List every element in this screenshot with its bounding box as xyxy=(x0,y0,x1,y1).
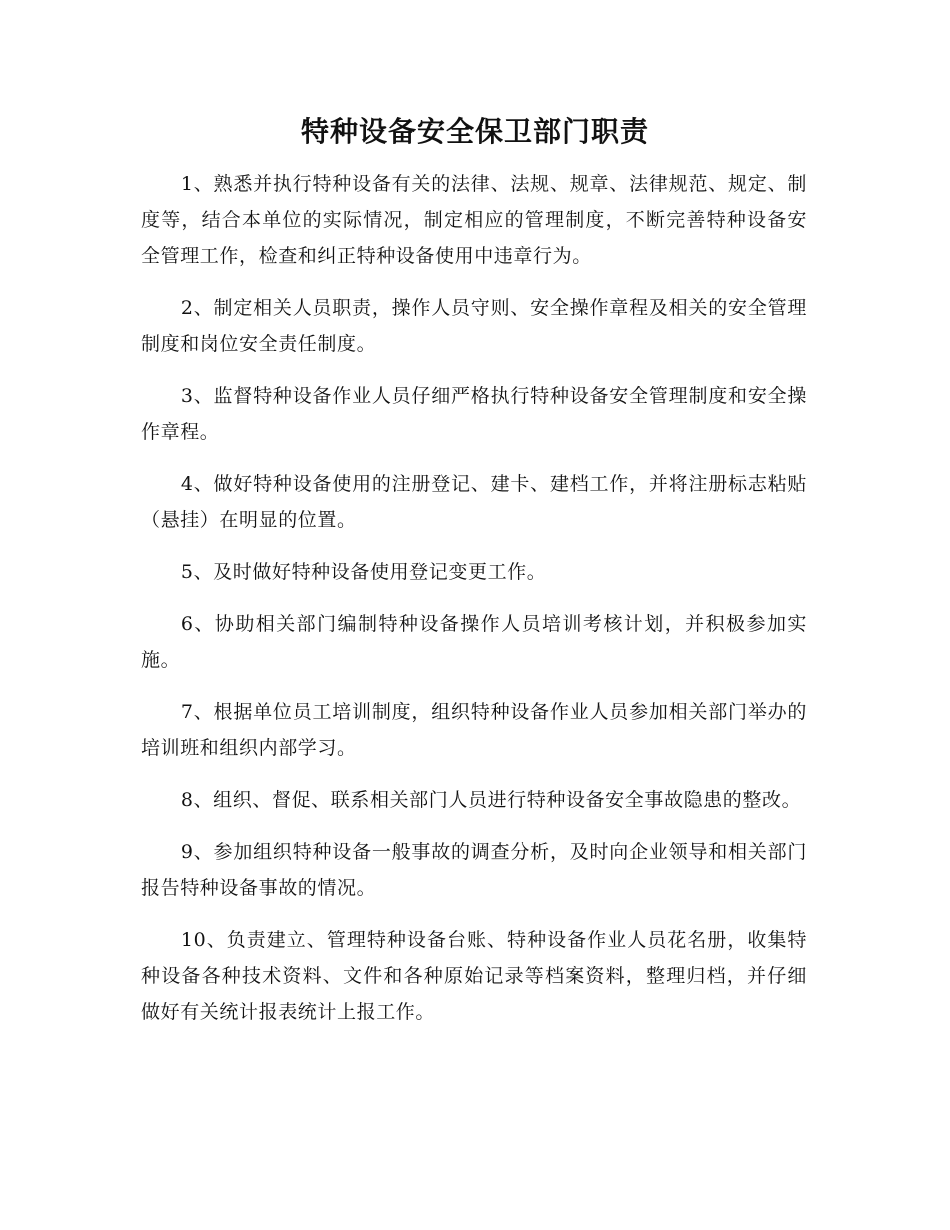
duty-item-5: 5、及时做好特种设备使用登记变更工作。 xyxy=(180,561,547,583)
duty-item-3: 3、监督特种设备作业人员仔细严格执行特种设备安全管理制度和安全操作章程。 xyxy=(141,385,807,443)
duty-item-6: 6、协助相关部门编制特种设备操作人员培训考核计划，并积极参加实施。 xyxy=(141,613,807,671)
duty-item-4: 4、做好特种设备使用的注册登记、建卡、建档工作，并将注册标志粘贴（悬挂）在明显的位置。 xyxy=(141,473,807,531)
duty-item-9: 9、参加组织特种设备一般事故的调查分析，及时向企业领导和相关部门报告特种设备事故的情况。 xyxy=(141,841,807,899)
document-body xyxy=(141,166,807,1046)
document-title: 特种设备安全保卫部门职责 xyxy=(300,115,649,148)
duty-item-10: 10、负责建立、管理特种设备台账、特种设备作业人员花名册，收集特种设备各种技术资料、文件和各种原始记录等档案资料，整理归档，并仔细做好有关统计报表统计上报工作。 xyxy=(141,929,807,1023)
duty-item-2: 2、制定相关人员职责，操作人员守则、安全操作章程及相关的安全管理制度和岗位安全责任制度。 xyxy=(141,297,807,355)
duty-item-7: 7、根据单位员工培训制度，组织特种设备作业人员参加相关部门举办的培训班和组织内部学习。 xyxy=(141,701,807,759)
duty-item-1: 1、熟悉并执行特种设备有关的法律、法规、规章、法律规范、规定、制度等，结合本单位的实际情况，制定相应的管理制度，不断完善特种设备安全管理工作，检查和纠正特种设备使用中违章行为。 xyxy=(141,173,807,267)
duty-item-8: 8、组织、督促、联系相关部门人员进行特种设备安全事故隐患的整改。 xyxy=(180,789,802,811)
